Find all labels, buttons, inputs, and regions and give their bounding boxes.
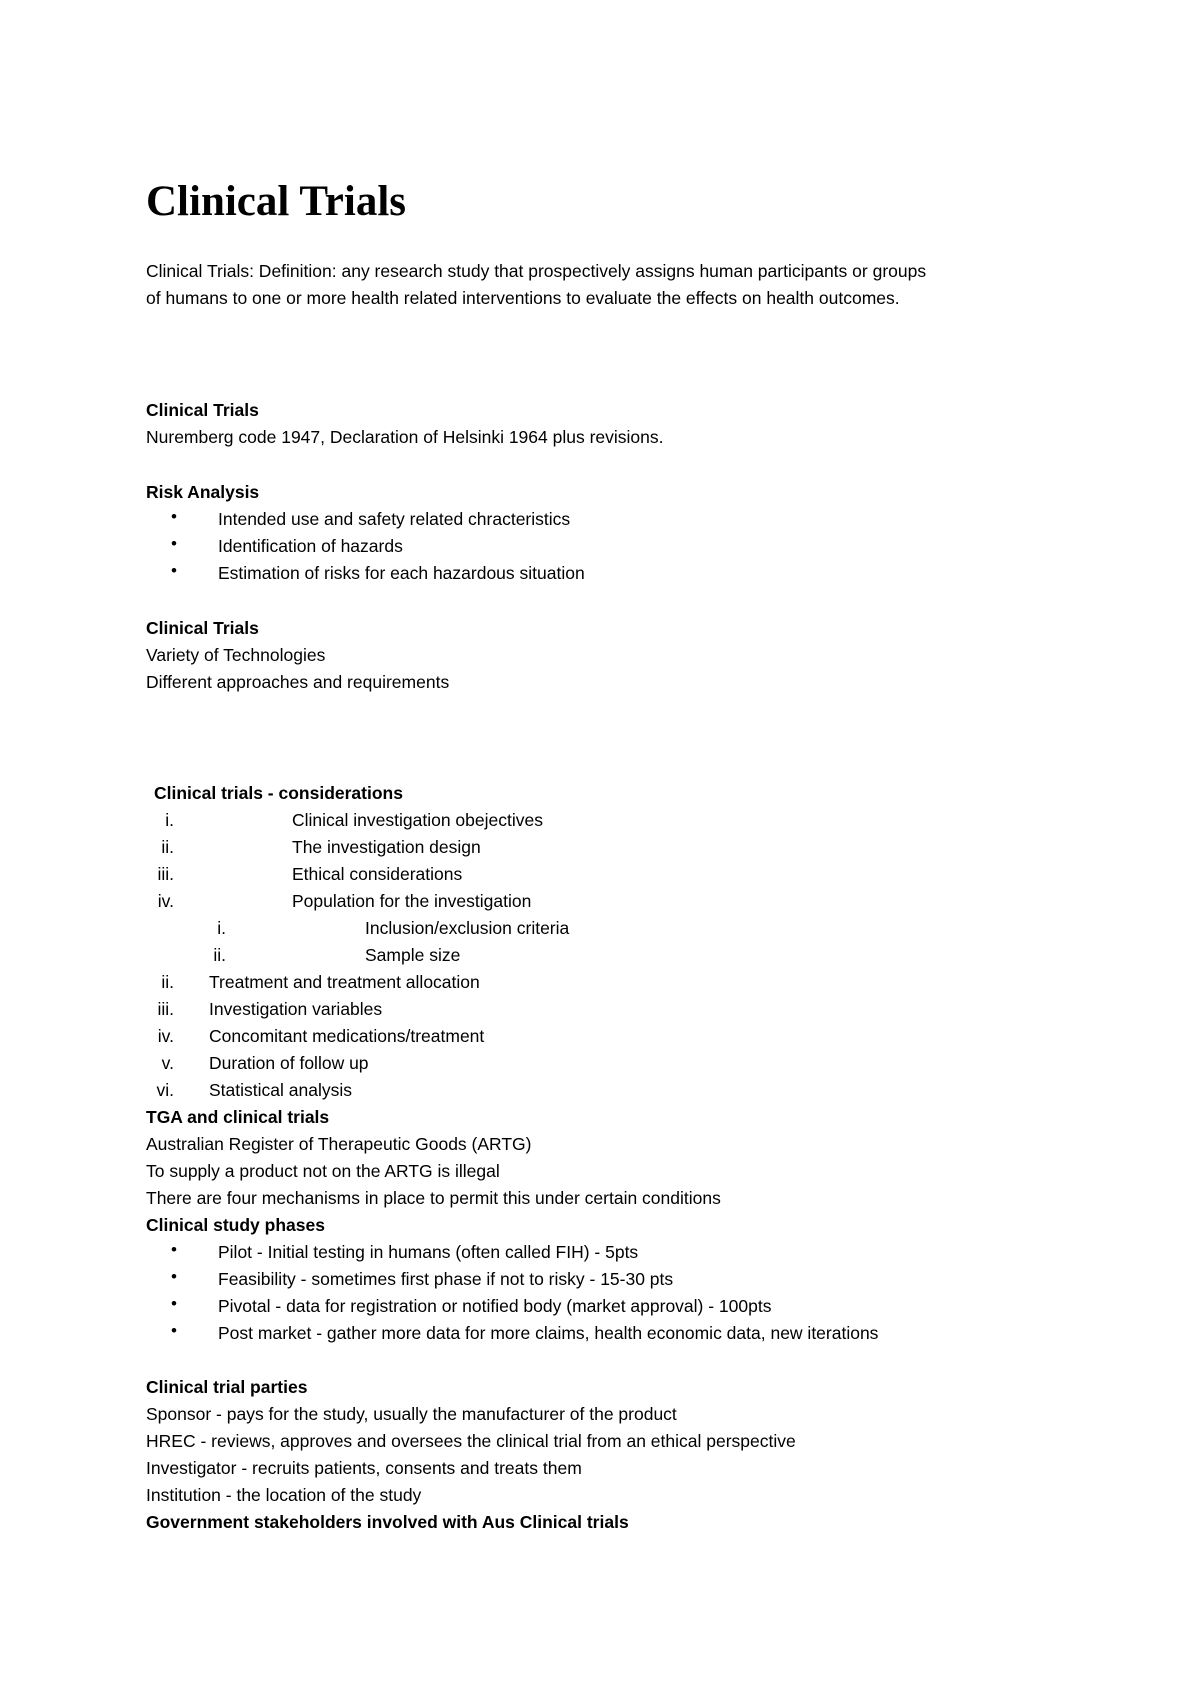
consideration-item-1: Clinical investigation obejectives <box>292 810 543 830</box>
list-number: iii. <box>157 999 174 1019</box>
parties-line-1: Sponsor - pays for the study, usually the manufacturer of the product <box>146 1404 677 1424</box>
phase-bullet-4: Post market - gather more data for more claims, health economic data, new iterations <box>218 1323 879 1343</box>
list-number: v. <box>161 1053 174 1073</box>
bullet-icon: • <box>171 1240 177 1259</box>
technologies-line: Variety of Technologies <box>146 645 326 665</box>
bullet-icon: • <box>171 1321 177 1340</box>
parties-line-4: Institution - the location of the study <box>146 1485 422 1505</box>
parties-line-2: HREC - reviews, approves and oversees the clinical trial from an ethical perspective <box>146 1431 796 1451</box>
list-number: iii. <box>157 864 174 884</box>
phase-bullet-3: Pivotal - data for registration or notified body (market approval) - 100pts <box>218 1296 772 1316</box>
bullet-icon: • <box>171 534 177 553</box>
tga-line-1: Australian Register of Therapeutic Goods (ARTG) <box>146 1134 532 1154</box>
bullet-icon: • <box>171 507 177 526</box>
section-heading-clinical-trials-2: Clinical Trials <box>146 618 259 638</box>
bullet-icon: • <box>171 561 177 580</box>
sublist-number: ii. <box>213 945 226 965</box>
definition-line-1: Clinical Trials: Definition: any research study that prospectively assigns human participants or groups <box>146 261 927 281</box>
phase-bullet-1: Pilot - Initial testing in humans (often called FIH) - 5pts <box>218 1242 639 1262</box>
approaches-line: Different approaches and requirements <box>146 672 450 692</box>
tga-line-3: There are four mechanisms in place to permit this under certain conditions <box>146 1188 721 1208</box>
list-number: iv. <box>157 1026 174 1046</box>
sublist-number: i. <box>217 918 226 938</box>
consideration-item-7: Concomitant medications/treatment <box>209 1026 485 1046</box>
risk-bullet-3: Estimation of risks for each hazardous situation <box>218 563 585 583</box>
section-heading-parties: Clinical trial parties <box>146 1377 308 1397</box>
consideration-item-5: Treatment and treatment allocation <box>209 972 480 992</box>
section-heading-phases: Clinical study phases <box>146 1215 325 1235</box>
consideration-subitem-2: Sample size <box>365 945 461 965</box>
list-number: iv. <box>157 891 174 911</box>
list-number: ii. <box>161 837 174 857</box>
section-heading-tga: TGA and clinical trials <box>146 1107 330 1127</box>
page-title: Clinical Trials <box>146 178 407 225</box>
list-number: i. <box>165 810 174 830</box>
consideration-item-6: Investigation variables <box>209 999 383 1019</box>
tga-line-2: To supply a product not on the ARTG is illegal <box>146 1161 500 1181</box>
risk-bullet-2: Identification of hazards <box>218 536 403 556</box>
bullet-icon: • <box>171 1267 177 1286</box>
helsinki-text: Nuremberg code 1947, Declaration of Helsinki 1964 plus revisions. <box>146 427 664 447</box>
consideration-item-4: Population for the investigation <box>292 891 532 911</box>
section-heading-government: Government stakeholders involved with Aus Clinical trials <box>146 1512 629 1532</box>
section-heading-clinical-trials: Clinical Trials <box>146 400 259 420</box>
consideration-item-9: Statistical analysis <box>209 1080 352 1100</box>
consideration-item-3: Ethical considerations <box>292 864 463 884</box>
section-heading-risk-analysis: Risk Analysis <box>146 482 260 502</box>
consideration-item-8: Duration of follow up <box>209 1053 369 1073</box>
bullet-icon: • <box>171 1294 177 1313</box>
definition-line-2: of humans to one or more health related interventions to evaluate the effects on health outcomes. <box>146 288 900 308</box>
parties-line-3: Investigator - recruits patients, consents and treats them <box>146 1458 582 1478</box>
list-number: vi. <box>156 1080 174 1100</box>
section-heading-considerations: Clinical trials - considerations <box>154 783 403 803</box>
list-number: ii. <box>161 972 174 992</box>
risk-bullet-1: Intended use and safety related chracteristics <box>218 509 571 529</box>
consideration-item-2: The investigation design <box>292 837 481 857</box>
consideration-subitem-1: Inclusion/exclusion criteria <box>365 918 570 938</box>
phase-bullet-2: Feasibility - sometimes first phase if not to risky - 15-30 pts <box>218 1269 674 1289</box>
